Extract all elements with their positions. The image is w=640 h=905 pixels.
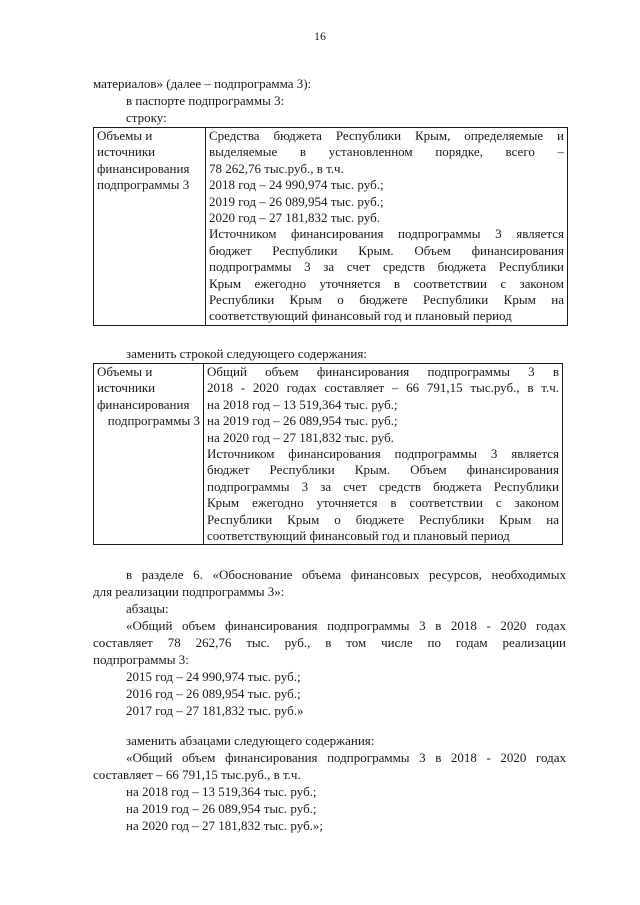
table2-left-line: источники <box>97 380 156 396</box>
table2-left-line: Объемы и <box>97 364 153 379</box>
table2-right-line: Крым ежегодно уточняется в соответствии с законом <box>207 495 559 511</box>
table2-right-line: соответствующий финансовый год и плановый период <box>207 528 510 544</box>
section6-year-3: 2017 год – 27 181,832 тыс. руб.» <box>126 703 304 718</box>
section6-quote-2: составляет 78 262,76 тыс. руб., в том числе по годам реализации <box>93 635 566 650</box>
table1-left-line: подпрограммы 3 <box>97 177 190 193</box>
section6-year-1: 2015 год – 24 990,974 тыс. руб.; <box>126 669 301 684</box>
table2-right-line: Республики Крым о бюджете Республики Крым на <box>207 511 559 527</box>
table2-left-cell <box>94 364 204 545</box>
table1-right-line: Крым ежегодно уточняется в соответствии с законом <box>209 275 564 291</box>
section6-quote-3: подпрограммы 3: <box>93 652 189 667</box>
table2-right-line: на 2018 год – 13 519,364 тыс. руб.; <box>207 396 398 412</box>
table1-right-line: Источником финансирования подпрограммы 3 является <box>209 226 564 242</box>
replacement-year-3: на 2020 год – 27 181,832 тыс. руб.»; <box>126 818 324 833</box>
section6-line-1: в разделе 6. «Обоснование объема финансовых ресурсов, необходимых <box>126 567 566 582</box>
table1-right-line: 78 262,76 тыс.руб., в т.ч. <box>209 160 344 176</box>
table1-left-line: финансирования <box>97 160 190 176</box>
replacement-quote-1: «Общий объем финансирования подпрограммы 3 в 2018 - 2020 годах <box>126 750 566 765</box>
section6-year-2: 2016 год – 26 089,954 тыс. руб.; <box>126 686 301 701</box>
replacement-line-1: заменить абзацами следующего содержания: <box>126 733 375 748</box>
table2-right-cell <box>204 364 563 545</box>
table1-left-line: источники <box>97 144 156 160</box>
table1-left-line: Объемы и <box>97 128 153 143</box>
intro-line-1: материалов» (далее – подпрограмма 3): <box>93 76 312 91</box>
table2-right-line: 2018 - 2020 годах составляет – 66 791,15 тыс.руб., в т.ч. <box>207 380 559 396</box>
table1-right-line: 2019 год – 26 089,954 тыс. руб.; <box>209 193 384 209</box>
table1-right-line: подпрограммы 3 за счет средств бюджета Республики <box>209 259 564 275</box>
table2-right-line: на 2019 год – 26 089,954 тыс. руб.; <box>207 413 398 429</box>
table1-left-cell <box>94 128 206 326</box>
table2-left-line: финансирования <box>97 396 190 412</box>
table2-left-line: подпрограммы 3 <box>107 413 200 429</box>
intro-line-3: строку: <box>126 110 167 125</box>
table2-right-line: Источником финансирования подпрограммы 3 является <box>207 446 559 462</box>
table1-right-line: 2018 год – 24 990,974 тыс. руб.; <box>209 177 384 193</box>
table-new-passport-row <box>93 363 563 545</box>
table1-right-line: 2020 год – 27 181,832 тыс. руб. <box>209 210 380 226</box>
intro-line-2: в паспорте подпрограммы 3: <box>126 93 285 108</box>
table1-right-line: соответствующий финансовый год и плановый период <box>209 308 512 324</box>
section6-quote-1: «Общий объем финансирования подпрограммы 3 в 2018 - 2020 годах <box>126 618 566 633</box>
page-number: 16 <box>314 29 326 43</box>
table1-right-line: Средства бюджета Республики Крым, определяемые и <box>209 128 564 143</box>
table1-right-line: бюджет Республики Крым. Объем финансирования <box>209 242 564 258</box>
section6-line-3: абзацы: <box>126 601 169 616</box>
section6-line-2: для реализации подпрограммы 3»: <box>93 584 285 599</box>
replacement-year-2: на 2019 год – 26 089,954 тыс. руб.; <box>126 801 317 816</box>
table1-right-cell <box>206 128 568 326</box>
replace-line: заменить строкой следующего содержания: <box>126 346 367 361</box>
table-original-passport-row <box>93 127 568 326</box>
replacement-quote-2: составляет – 66 791,15 тыс.руб., в т.ч. <box>93 767 301 782</box>
table2-right-line: бюджет Республики Крым. Объем финансирования <box>207 462 559 478</box>
table2-right-line: Общий объем финансирования подпрограммы 3 в <box>207 364 559 379</box>
table2-right-line: подпрограммы 3 за счет средств бюджета Республики <box>207 478 559 494</box>
replacement-year-1: на 2018 год – 13 519,364 тыс. руб.; <box>126 784 317 799</box>
table1-right-line: Республики Крым о бюджете Республики Крым на <box>209 292 564 308</box>
table2-right-line: на 2020 год – 27 181,832 тыс. руб. <box>207 429 394 445</box>
table1-right-line: выделяемые в установленном порядке, всего – <box>209 144 564 160</box>
